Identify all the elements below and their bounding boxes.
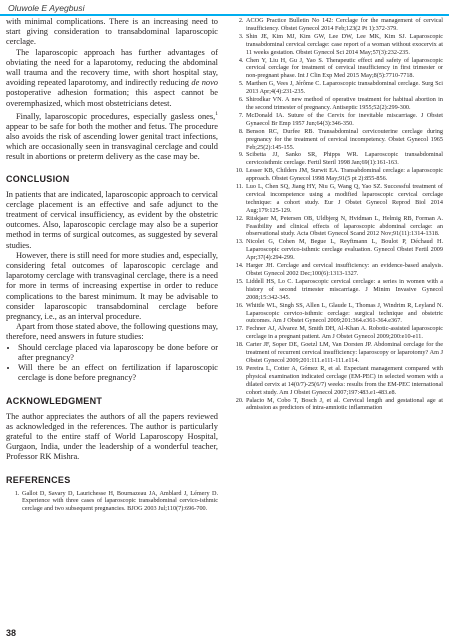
reference-item: 14. Harger JH. Cerclage and cervical insufficiency: an evidence-based analysis. Obstet Gynecol 2002 Dec;100(6):1313-1327. bbox=[245, 262, 443, 278]
list-item: • Will there be an effect on fertilization if laparoscopic cerclage is done before pregnancy? bbox=[18, 363, 218, 383]
reference-list-right bbox=[230, 17, 443, 412]
reference-item: 13. Nicolet G, Cohen M, Begue L, Reyftmann L, Boulot P, Déchaud H. Laparoscopic cervico-isthmic cerclage evaluation. Gynecol Obstet Fertil 2009 Apr;37(4):294-299. bbox=[245, 238, 443, 262]
reference-item: 17. Fechner AJ, Alvarez M, Smith DH, Al-Khan A. Robotic-assisted laparoscopic cerclage in a pregnant patient. Am J Obstet Gynecol 2009;200:e10-e11. bbox=[245, 325, 443, 341]
reference-item: 8. Benson RC, Durfee RB. Transabdominal cervicouterine cerclage during pregnancy for the treatment of cervical incompetency. Obstet Gynecol 1965 Feb;25(2):145-155. bbox=[245, 128, 443, 152]
list-item: • Should cerclage placed via laparoscopy be done before or after pregnancy? bbox=[18, 343, 218, 363]
discussion-paragraph-2-start: The laparoscopic approach has further advantages of obviating the need for a laparotomy, reducing the abdominal wall trauma and the recovery time, with short hospital stay, avoiding repeated laparotomy, and indirectly reducing bbox=[6, 47, 218, 88]
discussion-paragraph-3-start: Finally, laparoscopic procedures, especially gasless ones, bbox=[16, 111, 216, 121]
reference-item: 10. Lesser KB, Childers JM, Surwit EA. Transabdominal cerclage: a laparoscopic approach. Obstet Gynecol 1998 May;91(5 pt 2):855-856. bbox=[245, 167, 443, 183]
discussion-paragraph-2 bbox=[6, 48, 218, 109]
right-column bbox=[230, 17, 443, 412]
references-heading: REFERENCES bbox=[6, 474, 71, 485]
reference-item: 20. Palacio M, Cobo T, Bosch J, et al. Cervical length and gestational age at admission as predictors of intra-amniotic inflammation bbox=[245, 397, 443, 413]
acknowledgment-heading: ACKNOWLEDGMENT bbox=[6, 395, 103, 406]
reference-item: 6. Shirodkar VN. A new method of operative treatment for habitual abortion in the second trimester of pregnancy. Antiseptic 1955;52(2):299-300. bbox=[245, 96, 443, 112]
acknowledgment-paragraph: The author appreciates the authors of all the papers reviewed as acknowledged in the references. The author is particularly grateful to the entire staff of World Laparoscopy Hospital, Gurgaon, India, under the leadership of a wonderful teacher, Professor RK Mishra. bbox=[6, 411, 218, 462]
reference-item: 15. Liddell HS, Lo C. Laparoscopic cervical cerclage: a series in women with a history of second trimester miscarriage. J Minim Invasive Gynecol 2008;15:342-345. bbox=[245, 278, 443, 302]
reference-item: 18. Carter JF, Soper DE, Goetzl LM, Van Dorsten JP. Abdominal cerclage for the treatment of recurrent cervical insufficiency: laparoscopy or laparotomy? Am J Obstet Gynecol 2009;201:111.e111-111.e114. bbox=[245, 341, 443, 365]
conclusion-paragraph-2: However, there is still need for more studies and, especially, considering fetal outcomes of laparoscopic cerclage and laparotomy cerclage with transvaginal cerclage, there is a need for more in terms of increasing expertise in order to reduce complications to the barest minimum. It may be advisable to consider laparoscopic transabdominal cerclage before pregnancy, i.e., as an interval procedure. bbox=[6, 250, 218, 322]
discussion-paragraph-2-end: postoperative adhesion formation; this aspect cannot be overemphasized, which most obstetricians detest. bbox=[6, 88, 218, 108]
reference-item: 9. Scibetta JJ, Sanko SR, Phipps WR. Laparoscopic transabdominal cervicoisthmic cerclage. Fertil Steril 1998 Jan;69(1):161-163. bbox=[245, 151, 443, 167]
conclusion-paragraph-1: In patients that are indicated, laparoscopic approach to cervical cerclage placement is an effective and safe adjunct to the treatment of cervical insufficiency, as evident by the obstetric outcomes. Also, laparoscopic cerclage may also be a superior method in terms of surgical outcomes, as suggested by several studies. bbox=[6, 189, 218, 250]
reference-list-left bbox=[6, 490, 218, 514]
running-header-author: Oluwole E Ayegbusi bbox=[8, 3, 85, 13]
page-number: 38 bbox=[6, 628, 17, 638]
left-column bbox=[6, 17, 218, 513]
reference-item: 11. Luo L, Chen SQ, Jiang HY, Niu G, Wang Q, Yao SZ. Successful treatment of cervical incompetence using a modified laparoscopic cervical cerclage technique: a cohort study. Eur J Obstet Gynecol Reprod Biol 2014 Aug;179:125-129. bbox=[245, 183, 443, 215]
discussion-paragraph-3 bbox=[6, 109, 218, 163]
reference-item: 2. ACOG Practice Bulletin No 142: Cerclage for the management of cervical insufficiency. Obstet Gynecol 2014 Feb;123(2 Pt 1):372-379. bbox=[245, 17, 443, 33]
reference-item: 1. Gallot D, Savary D, Laurichesse H, Bournazeau JA, Amblard J, Lémery D. Experience with three cases of laparoscopic transabdominal cervico-isthmic cerclage and two subsequent pregnancies. BJOG 2003 Jul;110(7):696-700. bbox=[21, 490, 218, 514]
header-rule bbox=[0, 14, 449, 16]
discussion-paragraph-3-end: appear to be safe for both the mother and fetus. The procedure also avoids the risk of ascending lower genital tract infections, which are occasionally seen in transvaginal cerclage and could result in abortions or preterm delivery as the case may be. bbox=[6, 121, 218, 162]
reference-item: 12. Riiskjaer M, Petersen OB, Uldbjerg N, Hvidman L, Helmig RB, Forman A. Feasibility and clinical effects of laparoscopic abdominal cerclage: an observational study. Acta Obstet Gynecol Scand 2012 Nov;91(11):1314-1318. bbox=[245, 215, 443, 239]
conclusion-paragraph-3: Apart from those stated above, the following questions may, therefore, need answers in future studies: bbox=[6, 322, 218, 342]
reference-item: 19. Pereira L, Cotter A, Gómez R, et al. Expectant management compared with physical examination indicated cerclage (EM-PEC) in selected women with a dilated cervix at 14(0/7)-25(6/7) weeks: results from the EM-PEC international cohort study. Am J Obstet Gynecol 2007;197:483.e1-483.e8. bbox=[245, 365, 443, 397]
discussion-paragraph-2-italic: de novo bbox=[191, 78, 218, 88]
reference-item: 16. Whittle WL, Singh SS, Allen L, Glaude L, Thomas J, Windrim R, Leyland N. Laparoscopic cervico-isthmic cerclage: surgical technique and obstetric outcomes. Am J Obstet Gynecol 2009;201:364.e361-364.e367. bbox=[245, 302, 443, 326]
reference-item: 4. Chen Y, Liu H, Gu J, Yao S. Therapeutic effect and safety of laparoscopic cervical cerclage for treatment of cervical insufficiency in first trimester or non-pregnant phase. Int J Clin Exp Med 2015 May;8(5):7710-7718. bbox=[245, 57, 443, 81]
reference-item: 5. Marthen G, Vees J, Jérôme C. Laparoscopic transabdominal cerclage. Surg Sci 2013 Apr;4(4):231-235. bbox=[245, 80, 443, 96]
conclusion-heading: CONCLUSION bbox=[6, 173, 70, 184]
discussion-paragraph-1: with minimal complications. There is an increasing need to start giving consideration to transabdominal laparoscopic cerclage. bbox=[6, 17, 218, 47]
reference-item: 7. McDonald IA. Suture of the Cervix for inevitable miscarriage. J Obstet Gynaecol Br Emp 1957 Jun;64(3):346-350. bbox=[245, 112, 443, 128]
reference-item: 3. Shin JE, Kim MJ, Kim GW, Lee DW, Lee MK, Kim SJ. Laparoscopic transabdominal cervical cerclage: case report of a woman without exocervix at 11 weeks gestation. Obstet Gynecol Sci 2014 May;57(3):232-235. bbox=[245, 33, 443, 57]
citation-superscript: 1 bbox=[215, 110, 218, 117]
future-questions-list bbox=[6, 343, 218, 384]
